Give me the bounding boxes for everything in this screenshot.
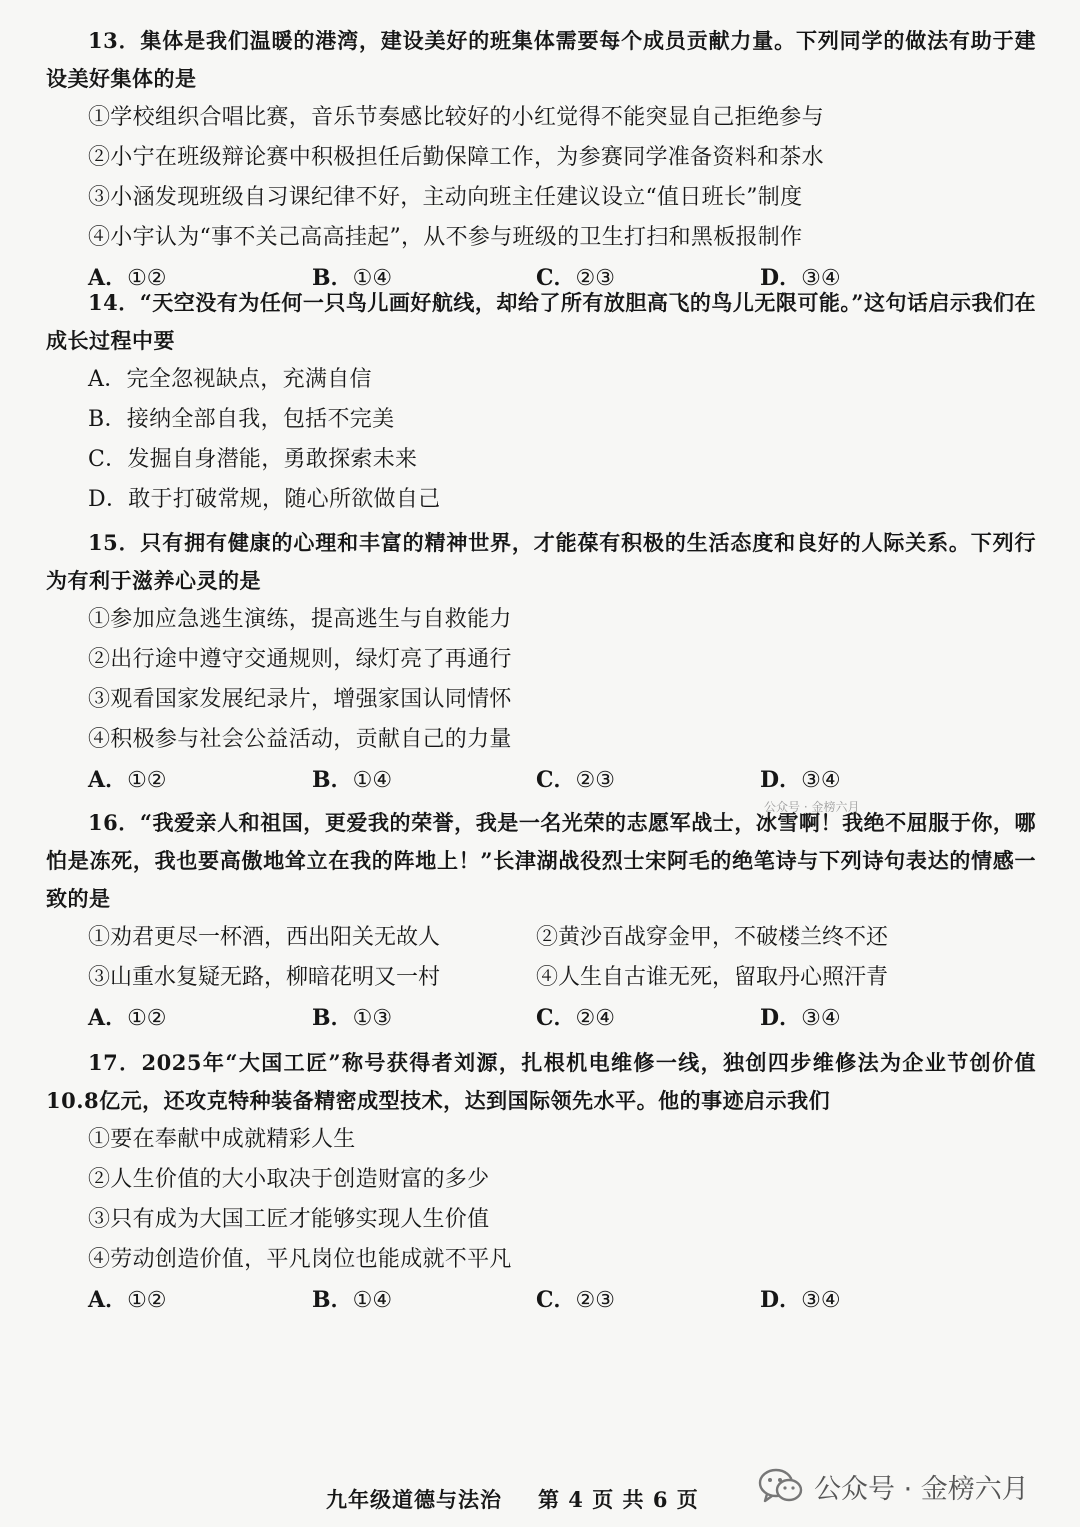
question-13-stem: 13．集体是我们温暖的港湾，建设美好的班集体需要每个成员贡献力量。下列同学的做法有助于建设美好集体的是: [46, 28, 1036, 91]
choice-letter: D．: [760, 1287, 802, 1313]
question-13-statement-4: ④小宇认为“事不关己高高挂起”，从不参与班级的卫生打扫和黑板报制作: [88, 225, 803, 250]
choice-value: ①④: [352, 768, 393, 793]
watermark-text: 公众号 · 金榜六月: [814, 1473, 1029, 1505]
question-17-statement-2: ②人生价值的大小取决于创造财富的多少: [88, 1167, 490, 1192]
watermark-small: 公众号 · 金榜六月: [764, 800, 860, 814]
choice-letter: A．: [88, 1287, 128, 1313]
choice-value: ②③: [575, 768, 615, 793]
choice-value: ①④: [352, 266, 393, 291]
choice-value: ③④: [801, 768, 841, 793]
choice-c: [536, 998, 760, 1038]
question-14-option-a: A．完全忽视缺点，充满自信: [88, 367, 372, 392]
question-17-statement-1: ①要在奉献中成就精彩人生: [88, 1127, 356, 1152]
choice-value: ①②: [127, 1006, 167, 1031]
choice-letter: A．: [88, 767, 128, 793]
choice-letter: D．: [760, 265, 802, 291]
question-17-statement-4: ④劳动创造价值，平凡岗位也能成就不平凡: [88, 1247, 512, 1272]
choice-value: ②④: [575, 1006, 615, 1031]
question-16-poem-4: ④人生自古谁无死，留取丹心照汗青: [536, 965, 889, 990]
choice-letter: A．: [88, 1005, 128, 1031]
question-16-poem-3: ③山重水复疑无路，柳暗花明又一村: [88, 965, 441, 990]
question-16-poem-1: ①劝君更尽一杯酒，西出阳关无故人: [88, 925, 441, 950]
page-footer: [326, 1482, 699, 1518]
choice-c: [536, 760, 760, 800]
choice-d: [760, 760, 984, 800]
question-15-choices: [88, 760, 1036, 800]
question-17: [46, 1044, 1036, 1320]
question-17-choices: [88, 1280, 1036, 1320]
choice-letter: B．: [312, 767, 353, 793]
question-14: [46, 284, 1036, 520]
question-15-statement-2: ②出行途中遵守交通规则，绿灯亮了再通行: [88, 647, 512, 672]
question-16-choices: [88, 998, 1036, 1038]
question-16: [46, 804, 1036, 1038]
choice-c: [536, 1280, 760, 1320]
question-13-statement-1: ①学校组织合唱比赛，音乐节奏感比较好的小红觉得不能突显自己拒绝参与: [88, 105, 824, 130]
footer-subject: 九年级道德与法治: [326, 1487, 502, 1512]
choice-value: ①②: [127, 768, 167, 793]
footer-page-number: 第 4 页 共 6 页: [538, 1487, 699, 1512]
choice-a: [88, 760, 312, 800]
choice-value: ①③: [352, 1006, 393, 1031]
watermark-large: [758, 1466, 1029, 1506]
choice-value: ①②: [127, 1288, 167, 1313]
wechat-icon: [758, 1466, 804, 1506]
question-14-stem: 14．“天空没有为任何一只鸟儿画好航线，却给了所有放胆高飞的鸟儿无限可能。”这句话启示我们在成长过程中要: [46, 290, 1036, 353]
question-15-statement-1: ①参加应急逃生演练，提高逃生与自救能力: [88, 607, 512, 632]
question-15-statement-4: ④积极参与社会公益活动，贡献自己的力量: [88, 727, 512, 752]
question-16-stem: 16．“我爱亲人和祖国，更爱我的荣誉，我是一名光荣的志愿军战士，冰雪啊！我绝不屈服于你，哪怕是冻死，我也要高傲地耸立在我的阵地上！”长津湖战役烈士宋阿毛的绝笔诗与下列诗句表达的情感一致的是: [46, 810, 1036, 911]
choice-d: [760, 1280, 984, 1320]
question-13-statement-3: ③小涵发现班级自习课纪律不好，主动向班主任建议设立“值日班长”制度: [88, 185, 803, 210]
question-14-option-b: B．接纳全部自我，包括不完美: [88, 407, 395, 432]
choice-letter: B．: [312, 265, 353, 291]
choice-value: ③④: [801, 1006, 841, 1031]
choice-value: ③④: [801, 266, 841, 291]
choice-d: [760, 998, 984, 1038]
choice-a: [88, 1280, 312, 1320]
question-16-poem-2: ②黄沙百战穿金甲，不破楼兰终不还: [536, 925, 889, 950]
choice-value: ①②: [127, 266, 167, 291]
choice-value: ③④: [801, 1288, 841, 1313]
question-14-option-c: C．发掘自身潜能，勇敢探索未来: [88, 447, 418, 472]
choice-letter: D．: [760, 767, 802, 793]
choice-value: ②③: [575, 1288, 615, 1313]
choice-value: ②③: [575, 266, 615, 291]
choice-value: ①④: [352, 1288, 393, 1313]
question-15-statement-3: ③观看国家发展纪录片，增强家国认同情怀: [88, 687, 512, 712]
choice-a: [88, 998, 312, 1038]
choice-b: [312, 1280, 536, 1320]
choice-letter: A．: [88, 265, 128, 291]
choice-letter: C．: [536, 1287, 576, 1313]
choice-letter: D．: [760, 1005, 802, 1031]
question-15-stem: 15．只有拥有健康的心理和丰富的精神世界，才能葆有积极的生活态度和良好的人际关系。下列行为有利于滋养心灵的是: [46, 530, 1036, 593]
choice-letter: C．: [536, 1005, 576, 1031]
question-13-statement-2: ②小宁在班级辩论赛中积极担任后勤保障工作，为参赛同学准备资料和茶水: [88, 145, 824, 170]
choice-letter: C．: [536, 767, 576, 793]
choice-letter: B．: [312, 1287, 353, 1313]
choice-letter: C．: [536, 265, 576, 291]
question-17-stem: 17．2025年“大国工匠”称号获得者刘源，扎根机电维修一线，独创四步维修法为企业节创价值10.8亿元，还攻克特种装备精密成型技术，达到国际领先水平。他的事迹启示我们: [46, 1050, 1036, 1113]
choice-b: [312, 998, 536, 1038]
question-16-poems: [88, 918, 1036, 998]
question-17-statement-3: ③只有成为大国工匠才能够实现人生价值: [88, 1207, 490, 1232]
choice-letter: B．: [312, 1005, 353, 1031]
choice-b: [312, 760, 536, 800]
question-14-option-d: D．敢于打破常规，随心所欲做自己: [88, 487, 441, 512]
question-13: [46, 22, 1036, 298]
question-15: [46, 524, 1036, 800]
